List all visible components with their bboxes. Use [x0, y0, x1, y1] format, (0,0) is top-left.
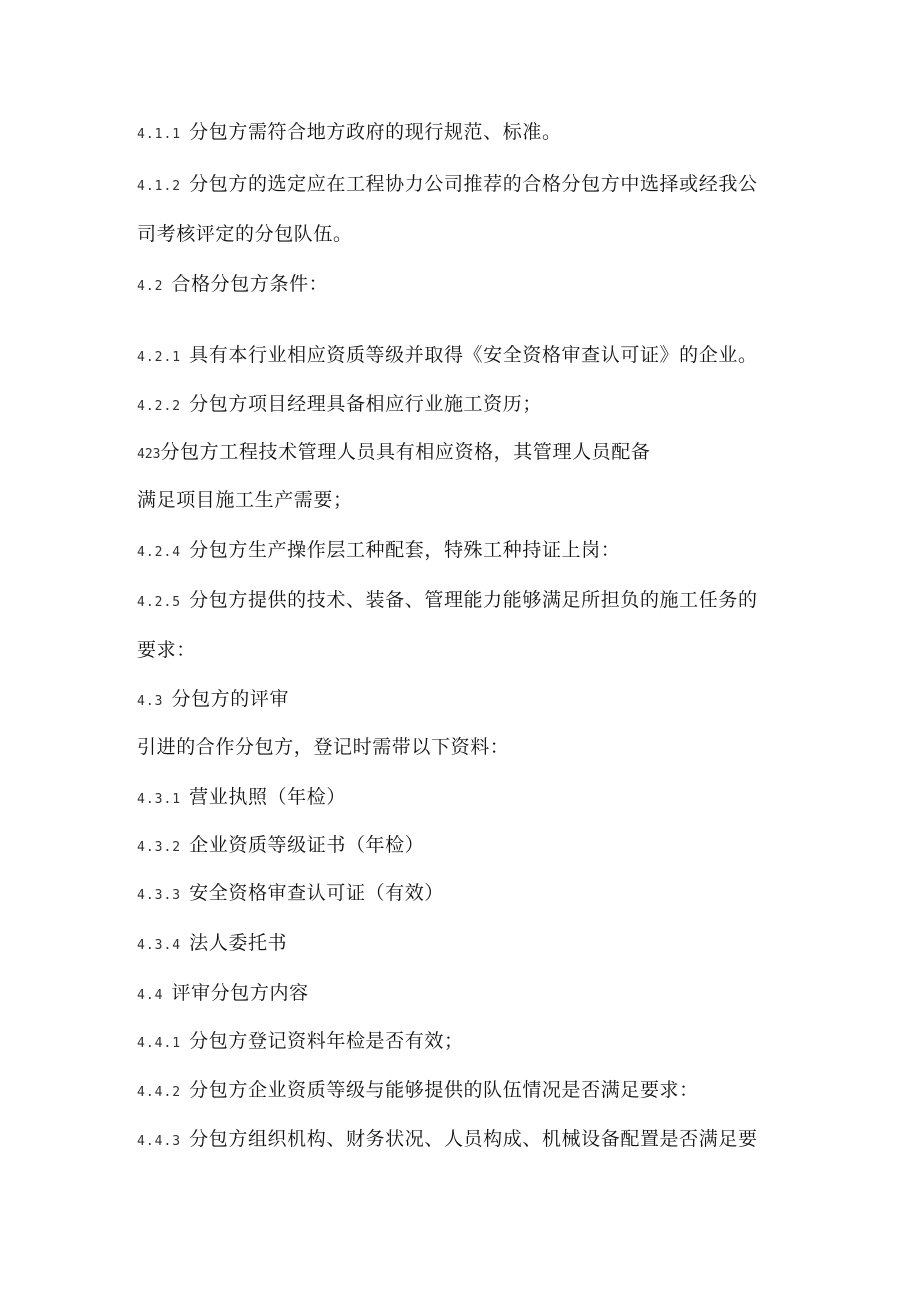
- section-title: 评审分包方内容: [171, 982, 309, 1004]
- clause-number: 4.4.3: [137, 1134, 182, 1149]
- clause-number: 4.3.3: [137, 888, 182, 903]
- clause-4-2-5-continuation: [137, 637, 797, 663]
- clause-text: 法人委托书: [189, 932, 288, 954]
- clause-4-2-2: [137, 391, 797, 420]
- clause-number: 4.1.1: [137, 127, 182, 142]
- clause-text: 分包方需符合地方政府的现行规范、标准。: [189, 121, 562, 143]
- clause-text: 具有本行业相应资质等级并取得《安全资格审查认可证》的企业。: [189, 344, 758, 366]
- clause-text: 分包方企业资质等级与能够提供的队伍情况是否满足要求：: [189, 1079, 699, 1101]
- clause-text: 分包方生产操作层工种配套，特殊工种持证上岗：: [189, 539, 621, 561]
- section-title: 合格分包方条件：: [171, 273, 329, 295]
- clause-4-1-2-continuation: [137, 221, 797, 247]
- clause-number: 4.3.2: [137, 840, 182, 855]
- clause-4-2-3: [137, 439, 797, 468]
- clause-4-2-4: [137, 537, 797, 566]
- clause-number: 4.1.2: [137, 179, 182, 194]
- clause-number: 4.2.2: [137, 399, 182, 414]
- clause-number: 4.3.1: [137, 792, 182, 807]
- section-number: 4.2: [137, 279, 164, 294]
- paragraph-text: 引进的合作分包方，登记时需带以下资料：: [137, 736, 510, 758]
- clause-text: 分包方组织机构、财务状况、人员构成、机械设备配置是否满足要: [189, 1128, 758, 1150]
- section-number: 4.4: [137, 988, 164, 1003]
- clause-4-3-1: [137, 784, 797, 813]
- clause-4-3-2: [137, 832, 797, 861]
- clause-4-4-3: [137, 1126, 797, 1155]
- clause-text: 营业执照（年检）: [189, 786, 346, 808]
- clause-4-3-4: [137, 930, 797, 959]
- clause-4-2-3-continuation: [137, 487, 797, 513]
- clause-4-3-3: [137, 880, 797, 909]
- section-4-3-intro: [137, 734, 797, 760]
- clause-text: 企业资质等级证书（年检）: [189, 834, 425, 856]
- clause-4-4-1: [137, 1028, 797, 1057]
- section-4-3-heading: [137, 686, 797, 715]
- section-4-2-heading: [137, 271, 797, 300]
- clause-text: 分包方项目经理具备相应行业施工资历；: [189, 393, 542, 415]
- clause-number: 4.3.4: [137, 938, 182, 953]
- clause-number: 4.4.2: [137, 1085, 182, 1100]
- clause-number: 4.2.1: [137, 350, 182, 365]
- clause-number: 4.2.4: [137, 545, 182, 560]
- clause-text: 分包方提供的技术、装备、管理能力能够满足所担负的施工任务的: [189, 589, 758, 611]
- clause-4-4-2: [137, 1077, 797, 1106]
- clause-4-2-5: [137, 587, 797, 616]
- section-4-4-heading: [137, 980, 797, 1009]
- clause-4-2-1: [137, 342, 797, 371]
- clause-text: 要求：: [137, 639, 196, 661]
- clause-text: 分包方工程技术管理人员具有相应资格，其管理人员配备: [160, 441, 651, 463]
- clause-text: 分包方的选定应在工程协力公司推荐的合格分包方中选择或经我公: [189, 173, 758, 195]
- clause-text: 安全资格审查认可证（有效）: [189, 882, 444, 904]
- clause-text: 分包方登记资料年检是否有效；: [189, 1030, 464, 1052]
- clause-number: 4.2.5: [137, 595, 182, 610]
- clause-text: 司考核评定的分包队伍。: [137, 223, 353, 245]
- clause-number: 4.4.1: [137, 1036, 182, 1051]
- clause-text: 满足项目施工生产需要；: [137, 489, 353, 511]
- clause-number: 423: [137, 447, 161, 462]
- section-title: 分包方的评审: [171, 688, 290, 710]
- section-number: 4.3: [137, 694, 164, 709]
- clause-4-1-1: [137, 119, 797, 148]
- clause-4-1-2: [137, 171, 797, 200]
